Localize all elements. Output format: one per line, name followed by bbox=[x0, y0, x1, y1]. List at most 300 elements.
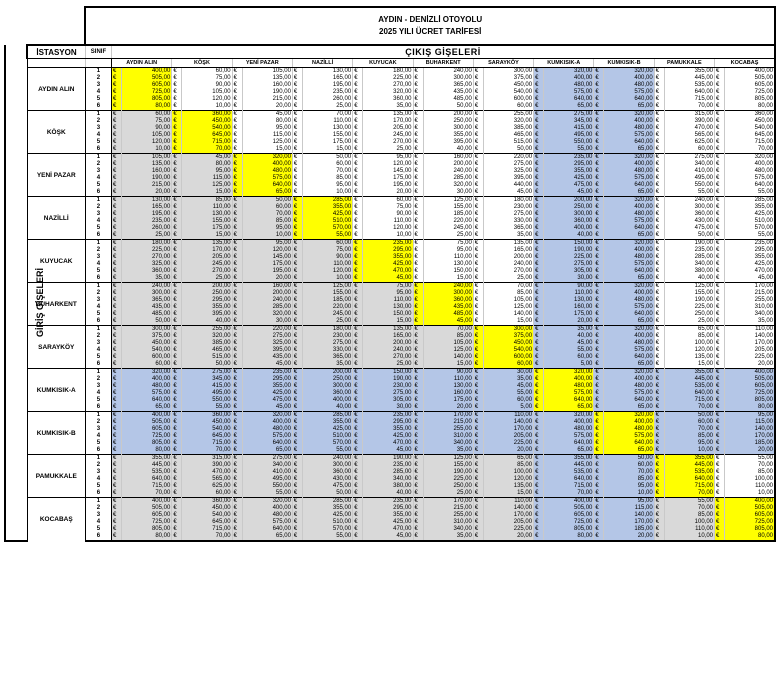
fare-cell: 55,00 bbox=[483, 390, 533, 397]
currency-symbol: € bbox=[353, 440, 363, 447]
table-row bbox=[5, 369, 775, 377]
currency-symbol: € bbox=[292, 340, 302, 347]
fare-cell: 165,00 bbox=[302, 75, 352, 82]
currency-symbol: € bbox=[292, 247, 302, 254]
fare-cell: 45,00 bbox=[242, 361, 292, 369]
currency-symbol: € bbox=[534, 533, 544, 541]
table-row bbox=[5, 154, 775, 162]
fare-cell: 225,00 bbox=[483, 440, 533, 447]
fare-cell: 355,00 bbox=[423, 132, 473, 139]
fare-cell: 640,00 bbox=[604, 225, 654, 232]
currency-symbol: € bbox=[594, 519, 604, 526]
fare-cell: 300,00 bbox=[423, 125, 473, 132]
fare-cell: 45,00 bbox=[242, 111, 292, 119]
vehicle-class: 4 bbox=[85, 433, 111, 440]
fare-cell: 465,00 bbox=[483, 132, 533, 139]
currency-symbol: € bbox=[112, 455, 122, 463]
fare-cell: 715,00 bbox=[182, 440, 232, 447]
fare-cell: 355,00 bbox=[544, 455, 594, 463]
currency-symbol: € bbox=[413, 82, 423, 89]
fare-cell: 725,00 bbox=[122, 89, 172, 96]
fare-cell: 100,00 bbox=[725, 476, 775, 483]
column-header-sarayk-y: SARAYKÖY bbox=[473, 59, 533, 68]
vehicle-class: 1 bbox=[85, 412, 111, 420]
fare-cell: 70,00 bbox=[122, 490, 172, 498]
currency-symbol: € bbox=[353, 318, 363, 326]
currency-symbol: € bbox=[413, 275, 423, 283]
currency-symbol: € bbox=[654, 433, 664, 440]
fare-cell: 415,00 bbox=[544, 125, 594, 132]
currency-symbol: € bbox=[473, 96, 483, 103]
vehicle-class: 3 bbox=[85, 512, 111, 519]
fare-cell: 155,00 bbox=[423, 462, 473, 469]
currency-symbol: € bbox=[232, 412, 242, 420]
table-row bbox=[5, 118, 775, 125]
table-row bbox=[5, 476, 775, 483]
currency-symbol: € bbox=[534, 111, 544, 119]
fare-cell: 425,00 bbox=[302, 211, 352, 218]
currency-symbol: € bbox=[594, 175, 604, 182]
currency-symbol: € bbox=[594, 82, 604, 89]
fare-cell: 40,00 bbox=[544, 333, 594, 340]
table-row bbox=[5, 182, 775, 189]
currency-symbol: € bbox=[654, 498, 664, 506]
currency-symbol: € bbox=[353, 462, 363, 469]
currency-symbol: € bbox=[292, 82, 302, 89]
fare-cell: 95,00 bbox=[423, 247, 473, 254]
currency-symbol: € bbox=[172, 354, 182, 361]
currency-symbol: € bbox=[473, 290, 483, 297]
fare-cell: 235,00 bbox=[302, 89, 352, 96]
fare-cell: 340,00 bbox=[363, 476, 413, 483]
fare-cell: 65,00 bbox=[242, 189, 292, 197]
currency-symbol: € bbox=[534, 347, 544, 354]
currency-symbol: € bbox=[654, 161, 664, 168]
currency-symbol: € bbox=[594, 412, 604, 420]
fare-cell: 355,00 bbox=[363, 512, 413, 519]
station-name-kocaba: KOCABAŞ bbox=[27, 498, 85, 542]
currency-symbol: € bbox=[292, 189, 302, 197]
fare-cell: 25,00 bbox=[483, 275, 533, 283]
fare-cell: 510,00 bbox=[725, 218, 775, 225]
table-row bbox=[5, 533, 775, 541]
fare-cell: 110,00 bbox=[544, 290, 594, 297]
currency-symbol: € bbox=[473, 433, 483, 440]
fare-cell: 90,00 bbox=[423, 369, 473, 377]
column-header-nazi-lli: NAZİLLİ bbox=[292, 59, 352, 68]
currency-symbol: € bbox=[594, 240, 604, 248]
currency-symbol: € bbox=[232, 168, 242, 175]
currency-symbol: € bbox=[654, 340, 664, 347]
currency-symbol: € bbox=[413, 268, 423, 275]
fare-cell: 45,00 bbox=[182, 154, 232, 162]
currency-symbol: € bbox=[292, 490, 302, 498]
currency-symbol: € bbox=[292, 268, 302, 275]
fare-cell: 125,00 bbox=[302, 283, 352, 291]
fare-cell: 150,00 bbox=[423, 268, 473, 275]
fare-cell: 70,00 bbox=[725, 146, 775, 154]
vehicle-class: 1 bbox=[85, 111, 111, 119]
currency-symbol: € bbox=[473, 304, 483, 311]
fare-cell: 270,00 bbox=[122, 254, 172, 261]
currency-symbol: € bbox=[292, 297, 302, 304]
fare-cell: 130,00 bbox=[423, 261, 473, 268]
fare-cell: 70,00 bbox=[182, 533, 232, 541]
fare-cell: 185,00 bbox=[725, 440, 775, 447]
fare-cell: 65,00 bbox=[604, 404, 654, 412]
currency-symbol: € bbox=[292, 361, 302, 369]
currency-symbol: € bbox=[413, 125, 423, 132]
currency-symbol: € bbox=[232, 483, 242, 490]
fare-cell: 425,00 bbox=[363, 261, 413, 268]
fare-cell: 110,00 bbox=[363, 297, 413, 304]
fare-cell: 120,00 bbox=[363, 161, 413, 168]
fare-cell: 475,00 bbox=[302, 483, 352, 490]
currency-symbol: € bbox=[654, 211, 664, 218]
fare-cell: 135,00 bbox=[483, 240, 533, 248]
fare-cell: 725,00 bbox=[122, 433, 172, 440]
currency-symbol: € bbox=[172, 254, 182, 261]
fare-cell: 70,00 bbox=[604, 469, 654, 476]
currency-symbol: € bbox=[232, 383, 242, 390]
currency-symbol: € bbox=[594, 447, 604, 455]
currency-symbol: € bbox=[473, 505, 483, 512]
fare-cell: 600,00 bbox=[483, 96, 533, 103]
fare-cell: 15,00 bbox=[182, 232, 232, 240]
fare-cell: 130,00 bbox=[122, 197, 172, 205]
currency-symbol: € bbox=[715, 361, 725, 369]
fare-cell: 170,00 bbox=[423, 498, 473, 506]
fare-cell: 200,00 bbox=[544, 197, 594, 205]
fare-cell: 65,00 bbox=[544, 447, 594, 455]
currency-symbol: € bbox=[172, 283, 182, 291]
table-row bbox=[5, 412, 775, 420]
fare-cell: 250,00 bbox=[423, 118, 473, 125]
vehicle-class: 3 bbox=[85, 383, 111, 390]
fare-cell: 285,00 bbox=[725, 197, 775, 205]
table-row bbox=[5, 333, 775, 340]
fare-cell: 90,00 bbox=[122, 125, 172, 132]
currency-symbol: € bbox=[473, 132, 483, 139]
currency-symbol: € bbox=[232, 247, 242, 254]
table-row bbox=[5, 361, 775, 369]
currency-symbol: € bbox=[534, 118, 544, 125]
fare-cell: 640,00 bbox=[242, 526, 292, 533]
currency-symbol: € bbox=[232, 89, 242, 96]
currency-symbol: € bbox=[232, 397, 242, 404]
currency-symbol: € bbox=[353, 326, 363, 334]
fare-cell: 95,00 bbox=[604, 483, 654, 490]
fare-cell: 85,00 bbox=[483, 462, 533, 469]
currency-symbol: € bbox=[473, 462, 483, 469]
currency-symbol: € bbox=[654, 347, 664, 354]
fare-cell: 600,00 bbox=[483, 354, 533, 361]
currency-symbol: € bbox=[654, 247, 664, 254]
fare-cell: 10,00 bbox=[363, 232, 413, 240]
currency-symbol: € bbox=[172, 275, 182, 283]
fare-cell: 110,00 bbox=[182, 204, 232, 211]
table-row bbox=[5, 340, 775, 347]
fare-cell: 25,00 bbox=[423, 232, 473, 240]
currency-symbol: € bbox=[654, 505, 664, 512]
fare-cell: 135,00 bbox=[664, 354, 714, 361]
currency-symbol: € bbox=[112, 412, 122, 420]
fare-cell: 60,00 bbox=[544, 354, 594, 361]
fare-cell: 480,00 bbox=[604, 254, 654, 261]
currency-symbol: € bbox=[413, 476, 423, 483]
table-row bbox=[5, 161, 775, 168]
fare-cell: 355,00 bbox=[725, 254, 775, 261]
fare-cell: 200,00 bbox=[363, 340, 413, 347]
fare-cell: 540,00 bbox=[483, 89, 533, 96]
fare-cell: 95,00 bbox=[664, 440, 714, 447]
currency-symbol: € bbox=[292, 404, 302, 412]
currency-symbol: € bbox=[534, 290, 544, 297]
currency-symbol: € bbox=[292, 68, 302, 76]
fare-cell: 25,00 bbox=[664, 318, 714, 326]
currency-symbol: € bbox=[292, 197, 302, 205]
currency-symbol: € bbox=[112, 347, 122, 354]
currency-symbol: € bbox=[353, 412, 363, 420]
fare-cell: 605,00 bbox=[725, 82, 775, 89]
currency-symbol: € bbox=[654, 462, 664, 469]
currency-symbol: € bbox=[112, 419, 122, 426]
fare-cell: 725,00 bbox=[544, 519, 594, 526]
fare-cell: 360,00 bbox=[122, 268, 172, 275]
currency-symbol: € bbox=[353, 254, 363, 261]
fare-cell: 340,00 bbox=[423, 526, 473, 533]
currency-symbol: € bbox=[232, 175, 242, 182]
fare-cell: 495,00 bbox=[182, 390, 232, 397]
fare-cell: 495,00 bbox=[242, 476, 292, 483]
currency-symbol: € bbox=[232, 254, 242, 261]
currency-symbol: € bbox=[654, 290, 664, 297]
currency-symbol: € bbox=[112, 426, 122, 433]
fare-cell: 70,00 bbox=[242, 211, 292, 218]
fare-cell: 55,00 bbox=[182, 404, 232, 412]
fare-cell: 95,00 bbox=[363, 290, 413, 297]
currency-symbol: € bbox=[413, 247, 423, 254]
currency-symbol: € bbox=[654, 297, 664, 304]
currency-symbol: € bbox=[413, 211, 423, 218]
currency-symbol: € bbox=[112, 533, 122, 541]
currency-symbol: € bbox=[654, 225, 664, 232]
fare-cell: 85,00 bbox=[664, 512, 714, 519]
currency-symbol: € bbox=[172, 111, 182, 119]
vehicle-class: 2 bbox=[85, 462, 111, 469]
currency-symbol: € bbox=[715, 483, 725, 490]
fare-cell: 400,00 bbox=[242, 161, 292, 168]
fare-cell: 400,00 bbox=[604, 419, 654, 426]
fare-cell: 120,00 bbox=[182, 96, 232, 103]
currency-symbol: € bbox=[594, 340, 604, 347]
fare-cell: 605,00 bbox=[122, 82, 172, 89]
currency-symbol: € bbox=[172, 82, 182, 89]
fare-cell: 380,00 bbox=[363, 483, 413, 490]
fare-cell: 20,00 bbox=[483, 533, 533, 541]
currency-symbol: € bbox=[112, 225, 122, 232]
fare-cell: 480,00 bbox=[604, 125, 654, 132]
fare-cell: 270,00 bbox=[363, 354, 413, 361]
table-row bbox=[5, 397, 775, 404]
fare-cell: 45,00 bbox=[725, 275, 775, 283]
fare-cell: 325,00 bbox=[242, 340, 292, 347]
fare-cell: 15,00 bbox=[423, 361, 473, 369]
currency-symbol: € bbox=[413, 426, 423, 433]
fare-cell: 805,00 bbox=[122, 440, 172, 447]
currency-symbol: € bbox=[654, 275, 664, 283]
currency-symbol: € bbox=[715, 526, 725, 533]
fare-cell: 160,00 bbox=[122, 168, 172, 175]
currency-symbol: € bbox=[413, 390, 423, 397]
currency-symbol: € bbox=[715, 261, 725, 268]
currency-symbol: € bbox=[594, 455, 604, 463]
fare-cell: 480,00 bbox=[242, 426, 292, 433]
currency-symbol: € bbox=[534, 254, 544, 261]
fare-cell: 70,00 bbox=[725, 462, 775, 469]
currency-symbol: € bbox=[654, 89, 664, 96]
fare-cell: 275,00 bbox=[664, 154, 714, 162]
fare-cell: 245,00 bbox=[182, 261, 232, 268]
fare-cell: 10,00 bbox=[664, 533, 714, 541]
currency-symbol: € bbox=[413, 447, 423, 455]
currency-symbol: € bbox=[353, 469, 363, 476]
currency-symbol: € bbox=[172, 154, 182, 162]
fare-cell: 390,00 bbox=[182, 462, 232, 469]
currency-symbol: € bbox=[292, 376, 302, 383]
currency-symbol: € bbox=[172, 383, 182, 390]
currency-symbol: € bbox=[112, 519, 122, 526]
fare-cell: 325,00 bbox=[122, 261, 172, 268]
currency-symbol: € bbox=[232, 419, 242, 426]
currency-symbol: € bbox=[534, 225, 544, 232]
currency-symbol: € bbox=[594, 75, 604, 82]
fare-cell: 505,00 bbox=[122, 75, 172, 82]
currency-symbol: € bbox=[473, 369, 483, 377]
fare-cell: 100,00 bbox=[664, 340, 714, 347]
fare-cell: 25,00 bbox=[302, 318, 352, 326]
fare-cell: 505,00 bbox=[725, 75, 775, 82]
vehicle-class: 2 bbox=[85, 505, 111, 512]
currency-symbol: € bbox=[473, 189, 483, 197]
vehicle-class: 2 bbox=[85, 118, 111, 125]
currency-symbol: € bbox=[292, 175, 302, 182]
currency-symbol: € bbox=[353, 347, 363, 354]
fare-cell: 225,00 bbox=[725, 354, 775, 361]
currency-symbol: € bbox=[534, 125, 544, 132]
fare-cell: 365,00 bbox=[122, 297, 172, 304]
fare-cell: 300,00 bbox=[483, 326, 533, 334]
fare-cell: 640,00 bbox=[122, 476, 172, 483]
currency-symbol: € bbox=[353, 168, 363, 175]
currency-symbol: € bbox=[473, 168, 483, 175]
currency-symbol: € bbox=[353, 268, 363, 275]
currency-symbol: € bbox=[353, 146, 363, 154]
currency-symbol: € bbox=[413, 490, 423, 498]
fare-cell: 470,00 bbox=[664, 125, 714, 132]
currency-symbol: € bbox=[715, 211, 725, 218]
fare-cell: 140,00 bbox=[604, 512, 654, 519]
vehicle-class: 1 bbox=[85, 369, 111, 377]
fare-cell: 400,00 bbox=[302, 397, 352, 404]
currency-symbol: € bbox=[654, 361, 664, 369]
currency-symbol: € bbox=[172, 304, 182, 311]
currency-symbol: € bbox=[594, 426, 604, 433]
currency-symbol: € bbox=[715, 218, 725, 225]
fare-cell: 110,00 bbox=[725, 483, 775, 490]
fare-cell: 45,00 bbox=[483, 383, 533, 390]
currency-symbol: € bbox=[292, 304, 302, 311]
fare-cell: 180,00 bbox=[363, 68, 413, 76]
fare-cell: 400,00 bbox=[544, 498, 594, 506]
currency-symbol: € bbox=[715, 490, 725, 498]
table-row bbox=[5, 290, 775, 297]
fare-cell: 480,00 bbox=[604, 168, 654, 175]
currency-symbol: € bbox=[292, 505, 302, 512]
currency-symbol: € bbox=[112, 240, 122, 248]
fare-cell: 480,00 bbox=[604, 82, 654, 89]
fare-cell: 300,00 bbox=[122, 326, 172, 334]
vehicle-class: 6 bbox=[85, 533, 111, 541]
fare-cell: 20,00 bbox=[483, 447, 533, 455]
fare-cell: 10,00 bbox=[725, 490, 775, 498]
currency-symbol: € bbox=[172, 161, 182, 168]
fare-cell: 355,00 bbox=[664, 68, 714, 76]
fare-cell: 65,00 bbox=[604, 232, 654, 240]
fare-cell: 435,00 bbox=[242, 354, 292, 361]
fare-cell: 475,00 bbox=[242, 397, 292, 404]
currency-symbol: € bbox=[715, 505, 725, 512]
fare-cell: 355,00 bbox=[664, 455, 714, 463]
fare-cell: 540,00 bbox=[725, 125, 775, 132]
fare-cell: 40,00 bbox=[423, 146, 473, 154]
fare-cell: 160,00 bbox=[423, 390, 473, 397]
fare-cell: 320,00 bbox=[604, 369, 654, 377]
fare-cell: 190,00 bbox=[544, 247, 594, 254]
currency-symbol: € bbox=[594, 232, 604, 240]
fare-cell: 155,00 bbox=[664, 290, 714, 297]
fare-cell: 160,00 bbox=[423, 154, 473, 162]
currency-symbol: € bbox=[292, 318, 302, 326]
currency-symbol: € bbox=[353, 275, 363, 283]
currency-symbol: € bbox=[232, 455, 242, 463]
fare-cell: 235,00 bbox=[242, 369, 292, 377]
currency-symbol: € bbox=[715, 426, 725, 433]
fare-cell: 215,00 bbox=[423, 419, 473, 426]
currency-symbol: € bbox=[534, 412, 544, 420]
fare-cell: 575,00 bbox=[544, 433, 594, 440]
fare-cell: 175,00 bbox=[242, 261, 292, 268]
fare-cell: 240,00 bbox=[664, 197, 714, 205]
fare-cell: 55,00 bbox=[302, 533, 352, 541]
vehicle-class: 1 bbox=[85, 68, 111, 76]
fare-cell: 300,00 bbox=[483, 68, 533, 76]
currency-symbol: € bbox=[413, 254, 423, 261]
currency-symbol: € bbox=[715, 254, 725, 261]
station-name-kumkisik-a: KUMKISIK-A bbox=[27, 369, 85, 412]
currency-symbol: € bbox=[292, 89, 302, 96]
fare-cell: 285,00 bbox=[302, 498, 352, 506]
currency-symbol: € bbox=[654, 519, 664, 526]
currency-symbol: € bbox=[473, 161, 483, 168]
fare-cell: 135,00 bbox=[182, 240, 232, 248]
fare-cell: 285,00 bbox=[363, 469, 413, 476]
fare-cell: 95,00 bbox=[242, 240, 292, 248]
currency-symbol: € bbox=[292, 118, 302, 125]
currency-symbol: € bbox=[353, 512, 363, 519]
currency-symbol: € bbox=[654, 268, 664, 275]
currency-symbol: € bbox=[534, 189, 544, 197]
